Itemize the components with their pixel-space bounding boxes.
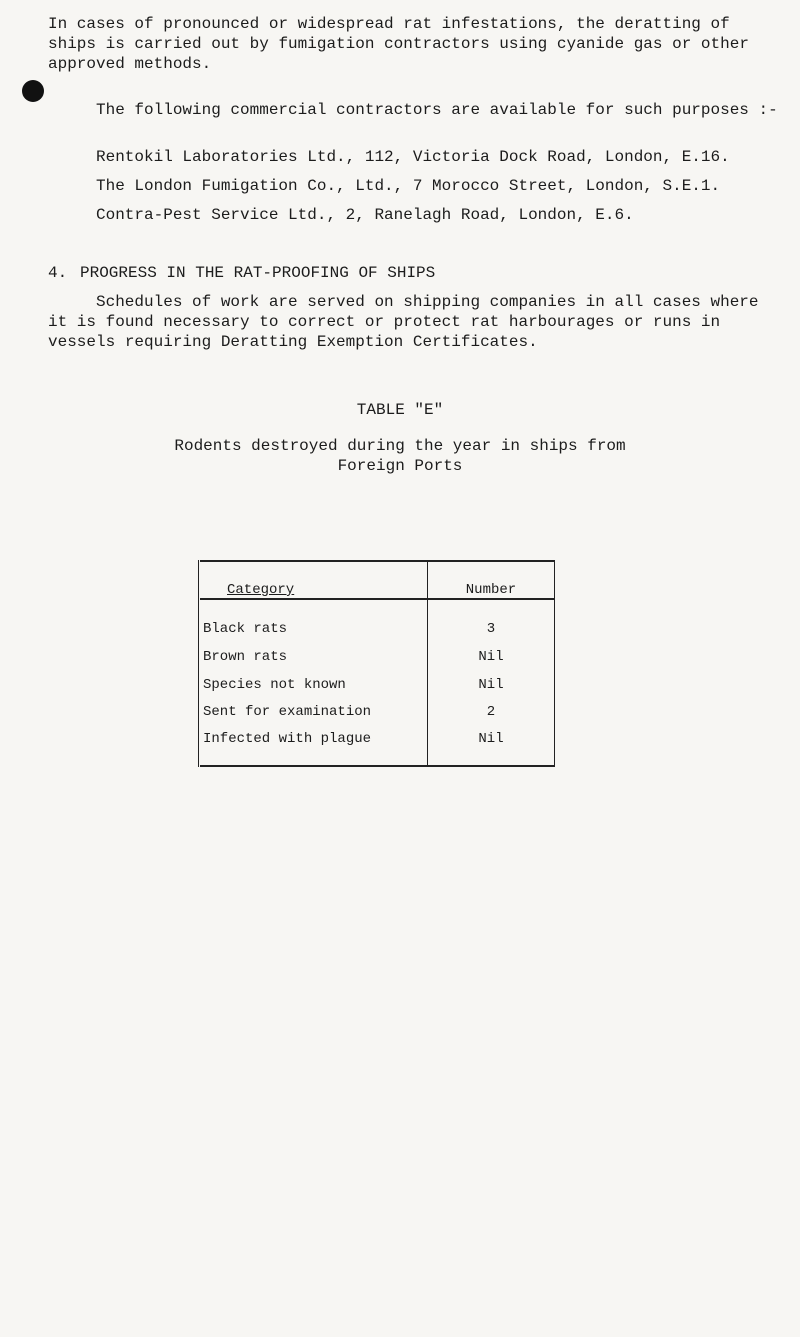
table-caption-line1: Rodents destroyed during the year in ships from bbox=[174, 437, 626, 455]
table-caption-line2: Foreign Ports bbox=[337, 457, 463, 475]
punch-hole bbox=[22, 80, 44, 102]
paragraph-deratting: In cases of pronounced or widespread rat infestations, the deratting of ships is carried out by fumigation contractors using cyanide gas or other approved methods. bbox=[48, 15, 759, 73]
row-category: Brown rats bbox=[203, 649, 288, 665]
section-number: 4. bbox=[48, 264, 68, 282]
table-bottom-rule bbox=[200, 765, 555, 767]
row-category: Infected with plague bbox=[203, 731, 372, 747]
header-category: Category bbox=[227, 582, 295, 598]
header-number: Number bbox=[465, 582, 517, 598]
row-number: 3 bbox=[486, 621, 496, 637]
row-category: Species not known bbox=[203, 677, 346, 693]
table-left-rule bbox=[198, 560, 199, 767]
table-top-rule bbox=[200, 560, 555, 562]
rodents-table bbox=[198, 560, 556, 767]
section-heading: PROGRESS IN THE RAT-PROOFING OF SHIPS bbox=[80, 264, 436, 282]
row-category: Black rats bbox=[203, 621, 288, 637]
row-category: Sent for examination bbox=[203, 704, 372, 720]
contractor-london-fumigation: The London Fumigation Co., Ltd., 7 Morocco Street, London, S.E.1. bbox=[96, 177, 721, 195]
contractor-rentokil: Rentokil Laboratories Ltd., 112, Victoria Dock Road, London, E.16. bbox=[96, 148, 730, 166]
paragraph-contractors-intro: The following commercial contractors are available for such purposes :- bbox=[96, 101, 778, 119]
row-number: Nil bbox=[478, 731, 504, 747]
row-number: 2 bbox=[486, 704, 496, 720]
row-number: Nil bbox=[478, 649, 504, 665]
row-number: Nil bbox=[478, 677, 504, 693]
section-body: Schedules of work are served on shipping companies in all cases where it is found necessary to correct or protect rat harbourages or runs in vessels requiring Deratting Exemption Certificates. bbox=[48, 293, 769, 351]
contractor-contra-pest: Contra-Pest Service Ltd., 2, Ranelagh Road, London, E.6. bbox=[96, 206, 634, 224]
table-title: TABLE "E" bbox=[356, 401, 444, 419]
